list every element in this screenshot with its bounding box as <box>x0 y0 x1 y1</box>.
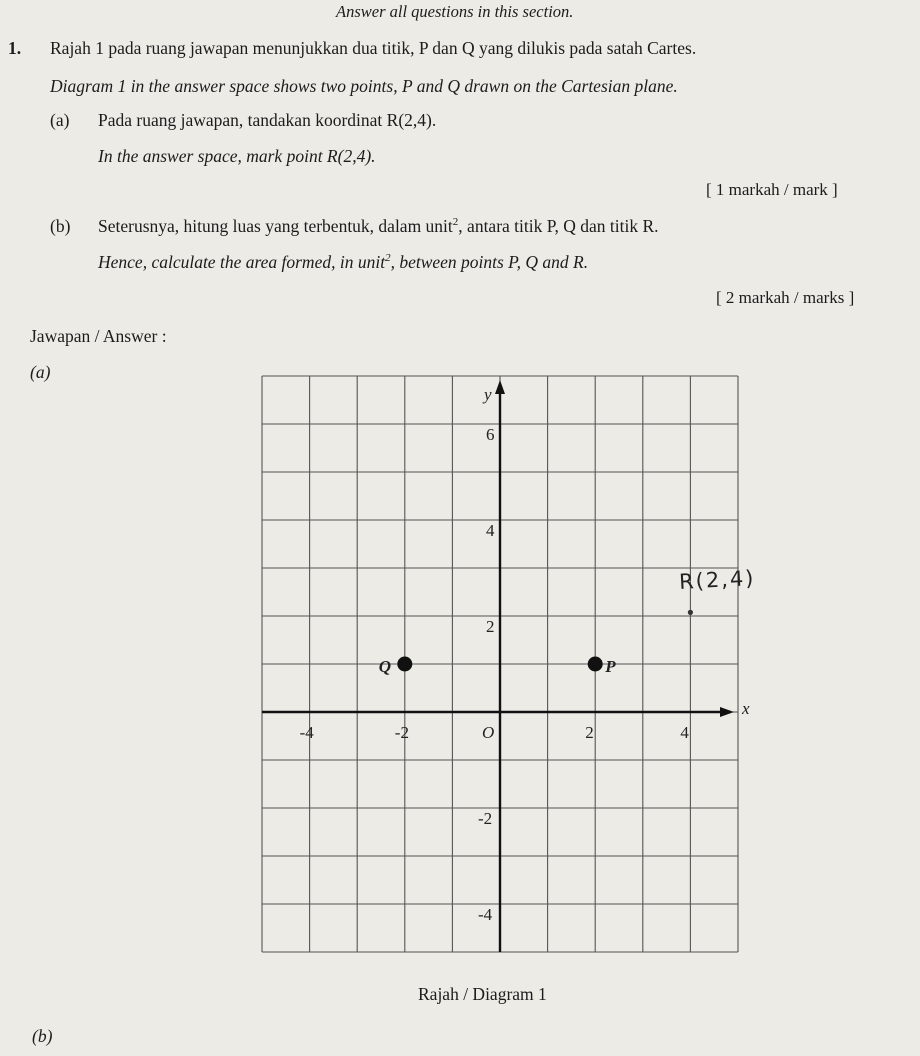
x-tick-label: 2 <box>585 723 594 742</box>
axes <box>262 380 734 952</box>
section-instruction: Answer all questions in this section. <box>336 2 574 21</box>
part-b-malay-text-1: Seterusnya, hitung luas yang terbentuk, dalam unit <box>98 216 453 236</box>
diagram-caption: Rajah / Diagram 1 <box>418 984 547 1004</box>
y-tick-label: 4 <box>486 521 495 540</box>
answer-part-b-label: (b) <box>32 1026 53 1046</box>
y-tick-label: 2 <box>486 617 495 636</box>
y-tick-label: -2 <box>478 809 493 828</box>
part-b-marks: [ 2 markah / marks ] <box>716 288 855 307</box>
y-axis-arrow <box>495 380 505 394</box>
point-label-p: P <box>605 657 616 676</box>
question-intro-english: Diagram 1 in the answer space shows two points, P and Q drawn on the Cartesian plane. <box>50 76 678 96</box>
part-a-malay: Pada ruang jawapan, tandakan koordinat R(2,4). <box>98 110 437 130</box>
plotted-points <box>379 657 616 677</box>
part-a-marks: [ 1 markah / mark ] <box>706 180 838 199</box>
part-b-label: (b) <box>50 216 71 236</box>
part-b-english-text-1: Hence, calculate the area formed, in unit <box>98 252 386 272</box>
tick-labels <box>300 385 750 924</box>
part-b-malay-text-2: , antara titik P, Q dan titik R. <box>458 216 659 236</box>
point-label-q: Q <box>378 657 392 676</box>
y-tick-label: 6 <box>486 425 495 444</box>
answer-part-a-label: (a) <box>30 362 51 382</box>
part-a-english: In the answer space, mark point R(2,4). <box>98 146 376 166</box>
answer-heading: Jawapan / Answer : <box>30 326 167 346</box>
y-axis-label: y <box>484 385 492 404</box>
part-b-english-text-2: , between points P, Q and R. <box>390 252 589 272</box>
x-tick-label: -2 <box>394 723 409 742</box>
point-q <box>397 657 412 672</box>
y-tick-label: -4 <box>478 905 493 924</box>
part-b-malay-sup: 2 <box>452 216 459 229</box>
x-tick-label: 4 <box>680 723 689 742</box>
question-intro-malay: Rajah 1 pada ruang jawapan menunjukkan dua titik, P dan Q yang dilukis pada satah Cartes. <box>50 38 697 58</box>
x-axis-label: x <box>742 699 750 718</box>
handwritten-r-mark <box>688 610 693 615</box>
x-tick-label: -4 <box>299 723 314 742</box>
x-axis-arrow <box>720 707 734 717</box>
point-p <box>588 657 603 672</box>
origin-label: O <box>482 723 495 742</box>
part-b-english-sup: 2 <box>385 252 391 265</box>
handwritten-r-label: R(2,4) <box>678 565 757 594</box>
question-number: 1. <box>8 38 22 58</box>
part-a-label: (a) <box>50 110 70 130</box>
